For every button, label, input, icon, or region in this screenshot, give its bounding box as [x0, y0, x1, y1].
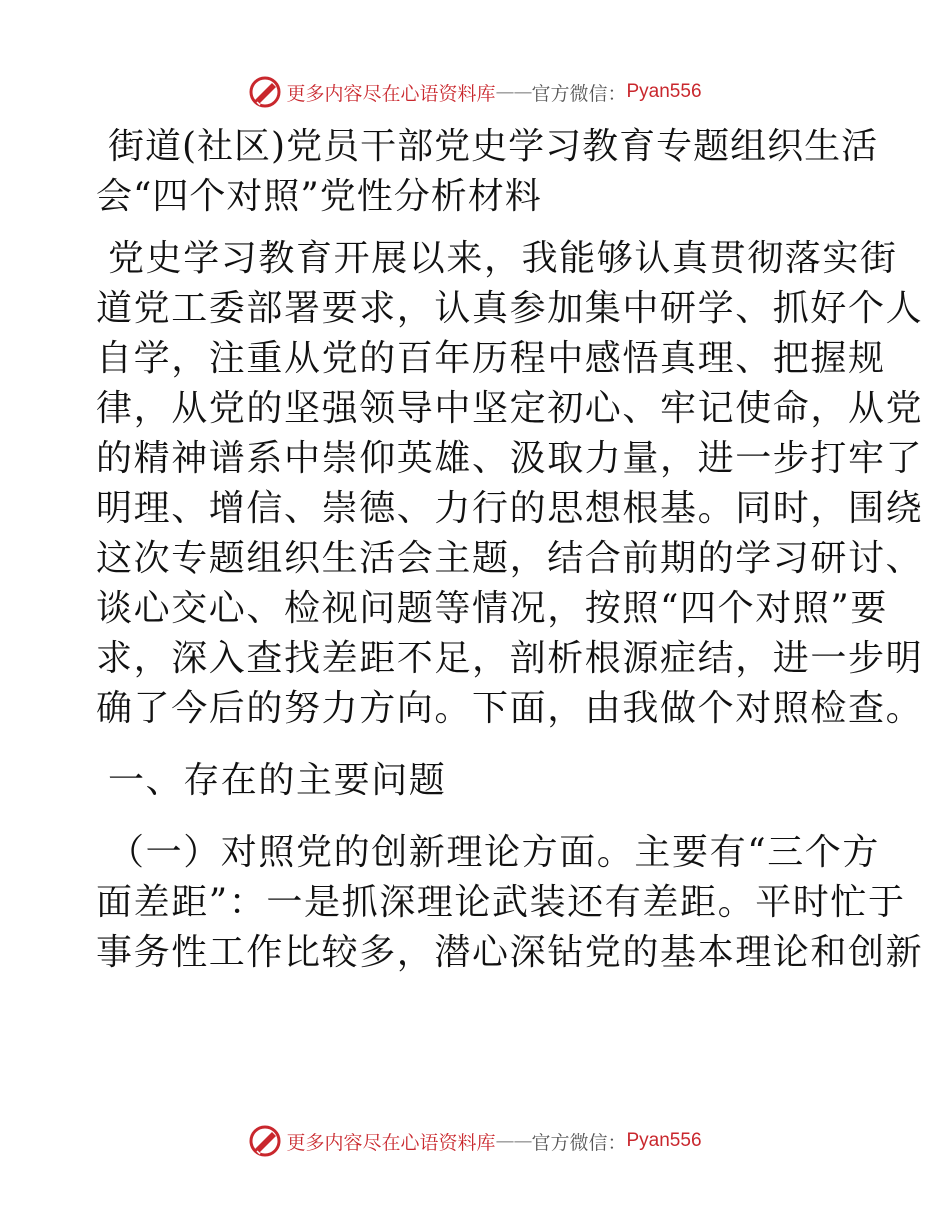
paragraph-line: 这次专题组织生活会主题，结合前期的学习研讨、	[96, 538, 924, 579]
document-title	[96, 122, 879, 222]
watermark-text: 更多内容尽在心语资料库	[286, 82, 496, 105]
paragraph-line: 谈心交心、检视问题等情况，按照“四个对照”要	[96, 588, 889, 629]
document-body	[96, 122, 924, 978]
paragraph-line: 事务性工作比较多，潜心深钻党的基本理论和创新	[96, 932, 924, 973]
paragraph-line: 面差距”：一是抓深理论武装还有差距。平时忙于	[96, 882, 906, 923]
paragraph-line: 自学，注重从党的百年历程中感悟真理、把握规	[96, 338, 886, 379]
watermark-wechat-label: 官方微信：	[531, 1131, 627, 1154]
section-heading: 一、存在的主要问题	[108, 760, 447, 801]
watermark-text: 更多内容尽在心语资料库	[286, 1131, 496, 1154]
watermark-separator: ——	[495, 81, 532, 103]
paragraph-line: 确了今后的努力方向。下面，由我做个对照检查。	[96, 688, 924, 729]
subsection-paragraph	[96, 828, 924, 978]
paragraph-line: 的精神谱系中崇仰英雄、汲取力量，进一步打牢了	[96, 438, 924, 479]
paragraph-line: 党史学习教育开展以来，我能够认真贯彻落实街	[108, 238, 898, 279]
watermark-separator: ——	[495, 1130, 532, 1152]
watermark-wechat-id: Pyan556	[626, 81, 702, 102]
header-watermark	[0, 72, 950, 112]
paragraph-line: 道党工委部署要求，认真参加集中研学、抓好个人	[96, 288, 924, 329]
paragraph-line: 求，深入查找差距不足，剖析根源症结，进一步明	[96, 638, 924, 679]
watermark-logo-icon	[248, 1124, 282, 1158]
footer-watermark	[0, 1121, 950, 1161]
paragraph-line: 律，从党的坚强领导中坚定初心、牢记使命，从党	[96, 388, 924, 429]
watermark-wechat-id: Pyan556	[626, 1130, 702, 1151]
intro-paragraph	[96, 234, 924, 734]
watermark-wechat-label: 官方微信：	[531, 82, 627, 105]
title-line: 街道(社区)党员干部党史学习教育专题组织生活	[108, 126, 879, 167]
paragraph-line: 明理、增信、崇德、力行的思想根基。同时，围绕	[96, 488, 924, 529]
title-line: 会“四个对照”党性分析材料	[96, 176, 542, 217]
paragraph-line: （一）对照党的创新理论方面。主要有“三个方	[108, 832, 881, 873]
watermark-logo-icon	[248, 75, 282, 109]
